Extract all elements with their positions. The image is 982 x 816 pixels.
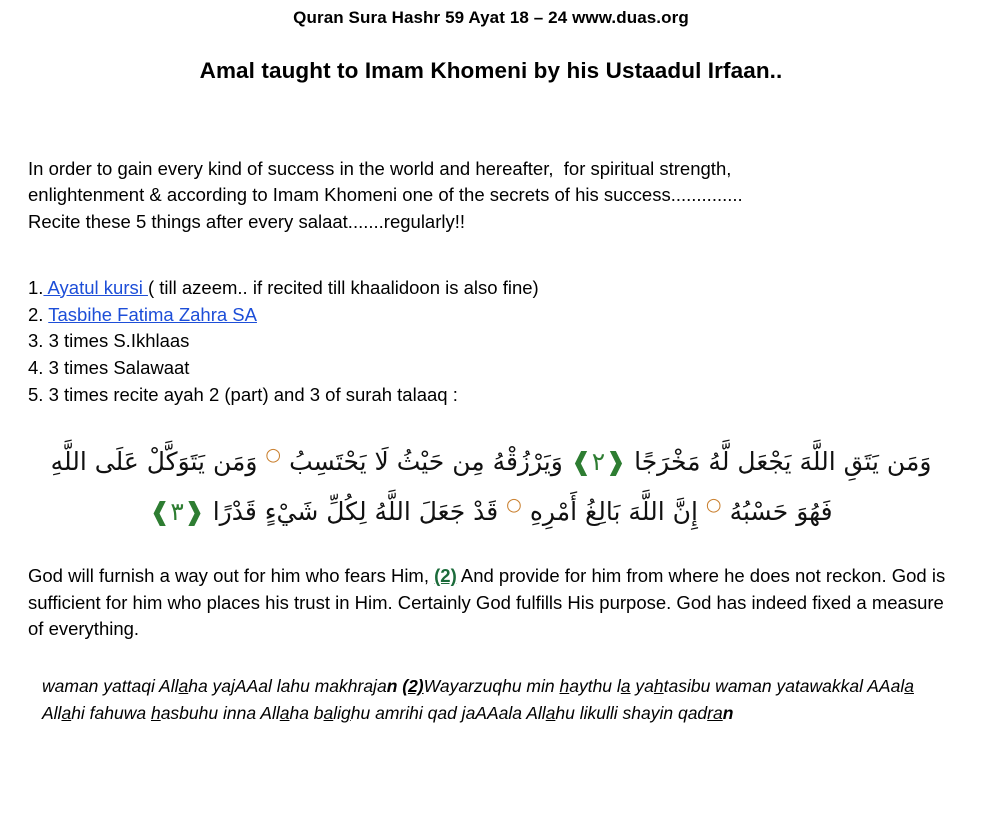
translit-seg-23: hu amrihi qad jaAAala All [350, 702, 546, 723]
translit-seg-11: tasibu waman yatawakkal AAal [663, 676, 905, 697]
transliteration-paragraph [28, 673, 954, 726]
aya-number-2-marker: ❰٢❱ [570, 446, 627, 476]
list-item-1-text: ( till azeem.. if recited till khaalidoon is also fine) [147, 276, 539, 298]
pause-mark-icon: ○ [705, 494, 722, 516]
translit-seg-12: a [904, 676, 914, 697]
translation-verse-number: (2) [434, 564, 457, 586]
translit-seg-19: ha b [289, 702, 324, 723]
list-item-2 [28, 302, 954, 329]
ayatul-kursi-link[interactable]: Ayatul kursi [43, 276, 148, 298]
pause-mark-icon: ○ [506, 494, 522, 516]
translit-seg-18: a [279, 702, 290, 723]
translit-seg-14: a [61, 702, 72, 723]
translit-verse-number: (2) [402, 676, 424, 697]
translit-seg-20: a [323, 702, 334, 723]
pause-mark-icon: ○ [265, 444, 282, 466]
translit-seg-7: aythu l [569, 676, 621, 697]
list-item-1-number: 1. [28, 276, 44, 298]
arabic-line-1 [38, 437, 944, 487]
translit-seg-26: ra [707, 702, 723, 723]
list-item-3: 3. 3 times S.Ikhlaas [28, 330, 190, 352]
arabic-line-1-segment-2: وَيَرْزُقْهُ مِن حَيْثُ لَا يَحْتَسِبُ [289, 446, 563, 476]
arabic-line-1-segment-1: وَمَن يَتَقِ اللَّهَ يَجْعَل لَّهُ مَخْرَجًا [634, 446, 932, 476]
translit-seg-6: h [559, 676, 570, 697]
translation-part-2: And provide for him from where he does not reckon. God is sufficient for him who places his trust in Him. Certainly God fulfills His purpose. God has indeed fixed a measure of everything. [28, 564, 946, 640]
document-page [0, 8, 982, 816]
intro-paragraph [28, 156, 954, 235]
translation-paragraph [28, 563, 954, 643]
translit-seg-15: hi fahuwa [71, 702, 151, 723]
translit-seg-25: hu likulli shayin qad [555, 702, 708, 723]
list-item-2-number: 2. [28, 303, 44, 325]
arabic-line-1-segment-3: وَمَن يَتَوَكَّلْ عَلَى اللَّهِ [50, 446, 258, 476]
arabic-line-2-segment-1: فَهُوَ حَسْبُهُ [729, 496, 833, 526]
intro-line-1: In order to gain every kind of success in the world and hereafter, for spiritual strength, [28, 158, 732, 179]
list-item-1 [28, 275, 954, 302]
translit-seg-2: a [178, 676, 189, 697]
translit-seg-9: ya [630, 676, 654, 697]
aya-number-3-marker: ❰٣❱ [149, 496, 205, 526]
intro-line-2: enlightenment & according to Imam Khomeni one of the secrets of his success.............. [28, 184, 743, 206]
translit-seg-3: ha yajAAal lahu makhraja [188, 676, 387, 697]
translit-seg-10: h [653, 676, 664, 697]
translit-seg-24: a [545, 702, 556, 723]
arabic-line-2 [38, 487, 944, 537]
translit-seg-8: a [620, 676, 631, 697]
translit-seg-22: g [341, 702, 351, 723]
arabic-line-2-segment-3: قَدْ جَعَلَ اللَّهُ لِكُلِّ شَيْءٍ قَدْرًا [212, 496, 499, 526]
arabic-line-2-segment-2: إِنَّ اللَّهَ بَالِغُ أَمْرِهِ [529, 496, 698, 526]
page-title: Amal taught to Imam Khomeni by his Ustaadul Irfaan.. [199, 58, 783, 83]
translit-seg-5: Wayarzuqhu min [423, 676, 560, 697]
translit-seg-1: waman yattaqi All [42, 676, 179, 697]
translit-seg-4: n [386, 676, 403, 697]
translit-seg-17: asbuhu inna All [160, 702, 280, 723]
translit-seg-27: n [722, 702, 734, 723]
translit-seg-16: h [150, 702, 161, 723]
tasbihe-fatima-zahra-link[interactable]: Tasbihe Fatima Zahra SA [48, 303, 257, 325]
list-item-5: 5. 3 times recite ayah 2 (part) and 3 of surah talaaq : [28, 384, 458, 406]
amal-steps-list [28, 275, 954, 409]
translit-seg-13: All [42, 702, 62, 723]
translit-seg-21: li [333, 702, 342, 723]
intro-line-3: Recite these 5 things after every salaat.......regularly!! [28, 210, 466, 232]
list-item-4: 4. 3 times Salawaat [28, 357, 190, 379]
document-reference-header: Quran Sura Hashr 59 Ayat 18 – 24 www.duas.org [293, 8, 689, 27]
translation-part-1: God will furnish a way out for him who fears Him, [28, 564, 435, 586]
arabic-verse-block [28, 437, 954, 537]
